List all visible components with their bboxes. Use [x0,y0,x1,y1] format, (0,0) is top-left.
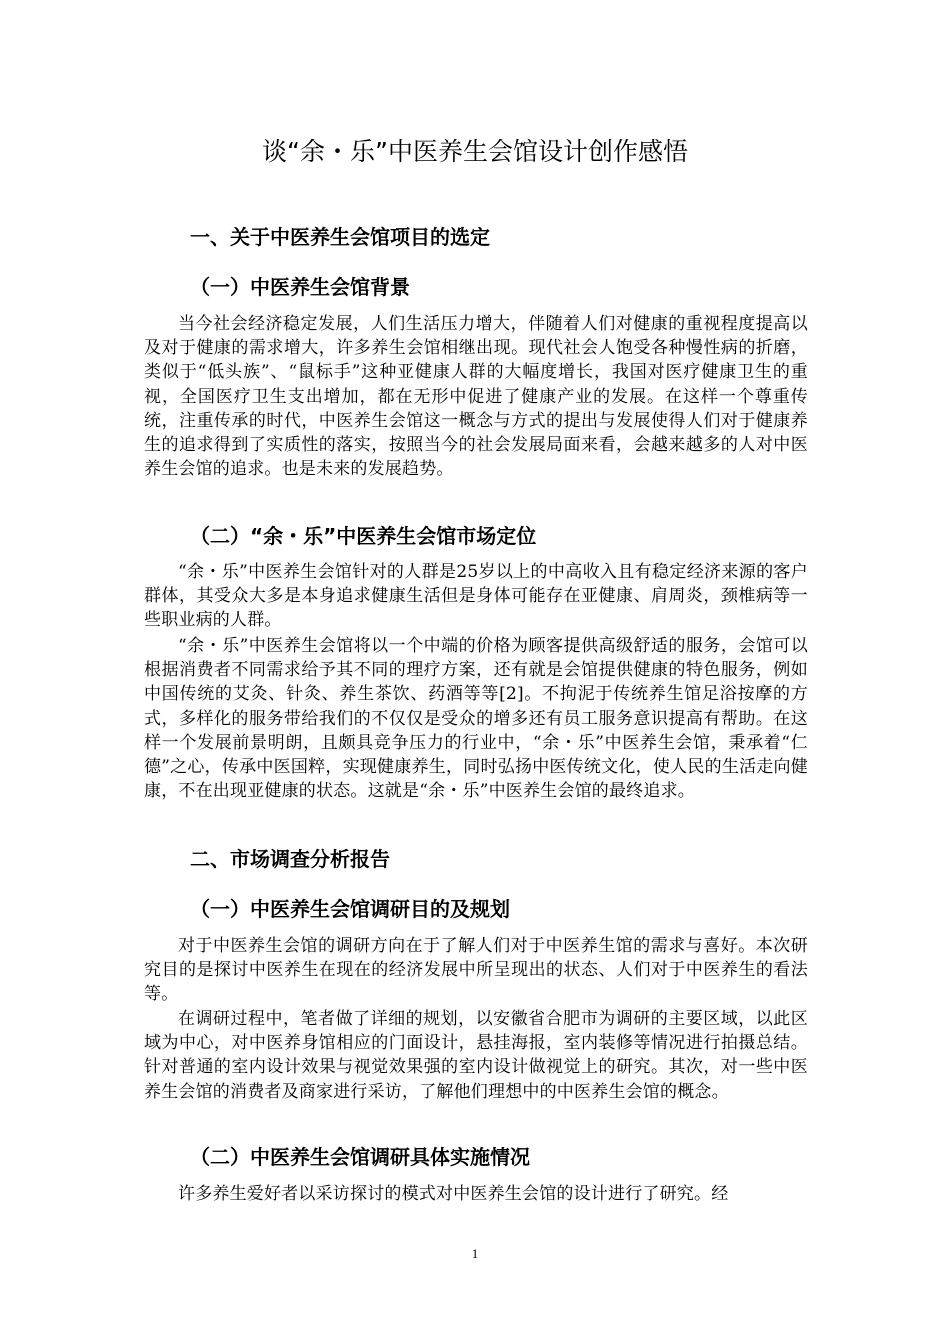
section-2-2-heading: （二）中医养生会馆调研具体实施情况 [190,1145,530,1169]
section-1-1-heading: （一）中医养生会馆背景 [190,275,410,299]
section-1-1-paragraph-1: 当今社会经济稳定发展，人们生活压力增大，伴随着人们对健康的重视程度提高以及对于健康的需求增大，许多养生会馆相继出现。现代社会人饱受各种慢性病的折磨，类似于“低头族”、“鼠标手”这种亚健康人群的大幅度增长，我国对医疗健康卫生的重视，全国医疗卫生支出增加，都在无形中促进了健康产业的发展。在这样一个尊重传统，注重传承的时代，中医养生会馆这一概念与方式的提出与发展使得人们对于健康养生的追求得到了实质性的落实，按照当今的社会发展局面来看，会越来越多的人对中医养生会馆的追求。也是未来的发展趋势。 [144,314,808,480]
section-1-heading: 一、关于中医养生会馆项目的选定 [190,225,490,249]
section-2-1-paragraph-2: 在调研过程中，笔者做了详细的规划，以安徽省合肥市为调研的主要区域，以此区域为中心，对中医养身馆相应的门面设计，悬挂海报，室内装修等情况进行拍摄总结。针对普通的室内设计效果与视觉效果强的室内设计做视觉上的研究。其次，对一些中医养生会馆的消费者及商家进行采访，了解他们理想中的中医养生会馆的概念。 [144,1009,808,1102]
section-2-1-paragraph-1: 对于中医养生会馆的调研方向在于了解人们对于中医养生馆的需求与喜好。本次研究目的是探讨中医养生在现在的经济发展中所呈现出的状态、人们对于中医养生的看法等。 [144,936,808,1005]
page-number: 1 [471,1246,479,1261]
section-1-2-paragraph-1: “余・乐”中医养生会馆针对的人群是25岁以上的中高收入且有稳定经济来源的客户群体，其受众大多是本身追求健康生活但是身体可能存在亚健康、肩周炎，颈椎病等一些职业病的人群。 [144,562,808,631]
section-2-1-heading: （一）中医养生会馆调研目的及规划 [190,897,510,921]
section-1-2-heading: （二）“余・乐”中医养生会馆市场定位 [190,524,537,548]
section-2-heading: 二、市场调查分析报告 [190,847,390,871]
section-2-2-paragraph-1: 许多养生爱好者以采访探讨的模式对中医养生会馆的设计进行了研究。经 [178,1184,729,1204]
document-title: 谈“余・乐”中医养生会馆设计创作感悟 [262,137,688,166]
section-1-2-paragraph-2: “余・乐”中医养生会馆将以一个中端的价格为顾客提供高级舒适的服务，会馆可以根据消费者不同需求给予其不同的理疗方案，还有就是会馆提供健康的特色服务，例如中国传统的艾灸、针灸、养生茶饮、药酒等等[2]。不拘泥于传统养生馆足浴按摩的方式，多样化的服务带给我们的不仅仅是受众的增多还有员工服务意识提高有帮助。在这样一个发展前景明朗，且颇具竞争压力的行业中，“余・乐”中医养生会馆，秉承着“仁德”之心，传承中医国粹，实现健康养生，同时弘扬中医传统文化，使人民的生活走向健康，不在出现亚健康的状态。这就是“余・乐”中医养生会馆的最终追求。 [144,636,808,802]
